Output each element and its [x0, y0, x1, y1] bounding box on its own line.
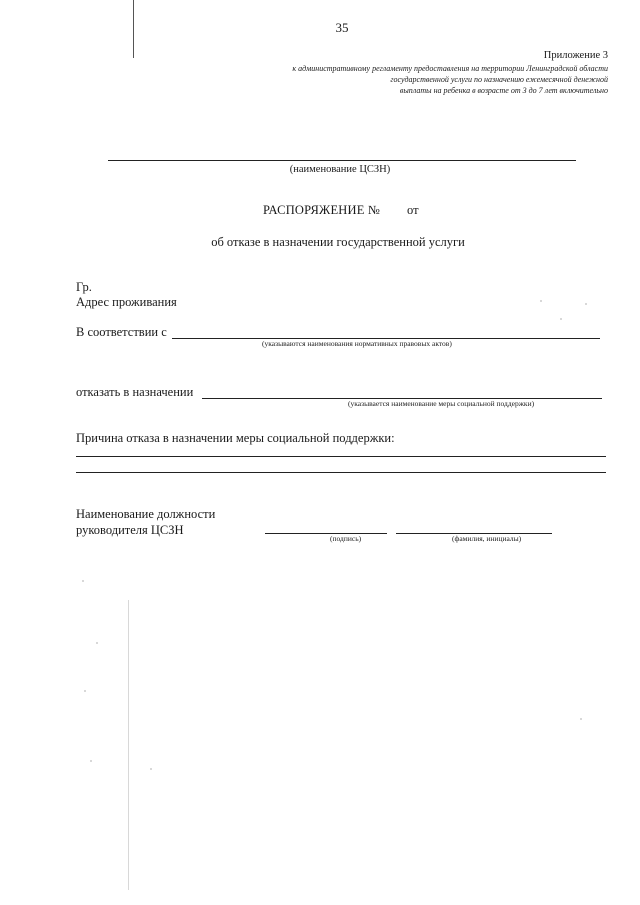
- signature-caption: (подпись): [330, 534, 362, 543]
- full-name-caption: (фамилия, инициалы): [452, 534, 522, 543]
- scan-artifact: [150, 768, 152, 770]
- org-name-field[interactable]: [108, 160, 576, 161]
- order-date-label: от: [407, 203, 419, 217]
- appendix-description-line: государственной услуги по назначению ежемесячной денежной: [390, 75, 608, 85]
- support-measure-caption: (указывается наименование меры социальной поддержки): [348, 399, 535, 408]
- org-caption: (наименование ЦСЗН): [289, 164, 391, 175]
- appendix-description-line: к административному регламенту предоставления на территории Ленинградской области: [292, 64, 608, 73]
- scan-artifact: [540, 300, 542, 302]
- appendix-description-line: выплаты на ребенка в возрасте от 3 до 7 лет включительно: [399, 86, 608, 96]
- scan-artifact: [82, 580, 84, 582]
- scan-artifact: [96, 642, 98, 644]
- scan-artifact: [585, 303, 587, 305]
- accordance-label: В соответствии с: [76, 325, 167, 339]
- scan-artifact: [90, 760, 92, 762]
- position-label: Наименование должности: [76, 507, 216, 521]
- order-title: РАСПОРЯЖЕНИЕ №: [263, 203, 381, 217]
- refusal-reason-field[interactable]: [76, 456, 606, 457]
- refusal-reason-field[interactable]: [76, 472, 606, 473]
- address-label: Адрес проживания: [76, 295, 177, 309]
- scan-artifact: [580, 718, 582, 720]
- signature-field[interactable]: [265, 533, 387, 534]
- page-number: 35: [335, 20, 349, 35]
- appendix-description: [248, 63, 608, 97]
- scan-artifact: [84, 690, 86, 692]
- position-label: руководителя ЦСЗН: [76, 523, 184, 537]
- scan-artifact: [128, 600, 129, 890]
- order-subject: об отказе в назначении государственной услуги: [211, 235, 465, 249]
- legal-acts-caption: (указываются наименования нормативных правовых актов): [262, 339, 452, 348]
- appendix-title: Приложение 3: [543, 50, 608, 61]
- refusal-reason-label: Причина отказа в назначении меры социальной поддержки:: [76, 431, 395, 445]
- refuse-label: отказать в назначении: [76, 385, 194, 399]
- citizen-label: Гр.: [76, 280, 92, 294]
- scan-artifact: [560, 318, 562, 320]
